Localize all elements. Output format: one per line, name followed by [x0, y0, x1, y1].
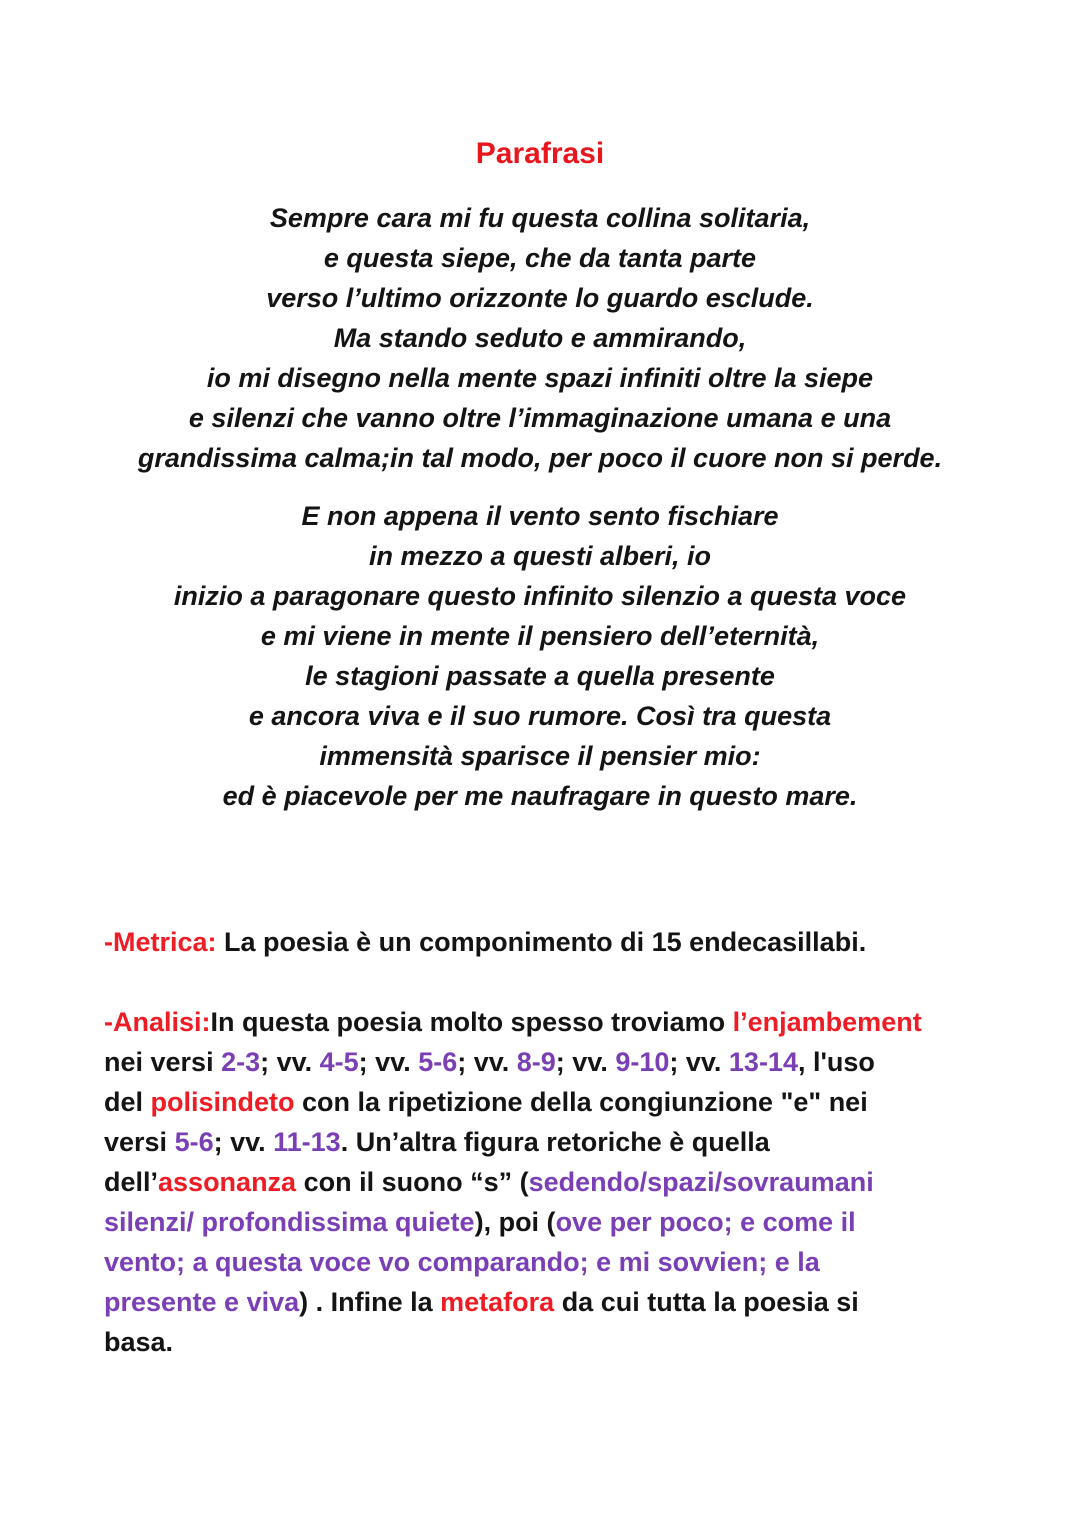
text-run: ; vv. — [260, 1047, 320, 1077]
analisi-line — [104, 1322, 984, 1362]
example-words: ove per poco; e come il — [555, 1207, 856, 1237]
verse-ref: 5-6 — [418, 1047, 458, 1077]
verse-line: e questa siepe, che da tanta parte — [323, 243, 757, 273]
verse-line: Ma stando seduto e ammirando, — [333, 323, 747, 353]
example-words: vento; a questa voce vo comparando; e mi sovvien; e la — [104, 1247, 820, 1277]
analisi-label: -Analisi: — [104, 1007, 211, 1037]
text-run: ; vv. — [669, 1047, 729, 1077]
term-metafora: metafora — [440, 1287, 555, 1317]
text-run: , l'uso — [797, 1047, 875, 1077]
term-enjambement: l’enjambement — [732, 1007, 922, 1037]
verse-line: E non appena il vento sento fischiare — [301, 501, 779, 531]
text-run: ; vv. — [358, 1047, 419, 1077]
paraphrase-stanza-2 — [40, 496, 1040, 816]
analisi-line — [104, 1202, 984, 1242]
text-run: ), poi ( — [474, 1207, 556, 1237]
text-run: nei versi — [104, 1047, 222, 1077]
text-run: In questa poesia molto spesso troviamo — [210, 1007, 733, 1037]
metrica-label: -Metrica: — [104, 927, 217, 957]
analisi-line — [104, 1082, 984, 1122]
example-words: sedendo/spazi/sovraumani — [528, 1167, 874, 1197]
verse-line: e mi viene in mente il pensiero dell’eternità, — [260, 621, 820, 651]
verse-line: io mi disegno nella mente spazi infiniti oltre la siepe — [206, 363, 874, 393]
analisi-line — [104, 1002, 984, 1042]
text-run: con la ripetizione della congiunzione "e" nei — [294, 1087, 868, 1117]
verse-ref: 5-6 — [174, 1127, 214, 1157]
verse-line: in mezzo a questi alberi, io — [368, 541, 712, 571]
verse-line: verso l’ultimo orizzonte lo guardo esclude. — [266, 283, 814, 313]
verse-ref: 8-9 — [516, 1047, 556, 1077]
analisi-line — [104, 1042, 984, 1082]
text-run: ; vv. — [457, 1047, 517, 1077]
verse-line: inizio a paragonare questo infinito silenzio a questa voce — [173, 581, 907, 611]
metrica-text: La poesia è un componimento di 15 endecasillabi. — [216, 927, 867, 957]
page-title: Parafrasi — [475, 137, 605, 170]
verse-ref: 11-13 — [273, 1127, 341, 1157]
analisi-line — [104, 1162, 984, 1202]
analisi-paragraph — [104, 1002, 984, 1362]
metrica-paragraph — [104, 922, 984, 962]
verse-line: ed è piacevole per me naufragare in questo mare. — [222, 781, 858, 811]
text-run: ; vv. — [213, 1127, 274, 1157]
verse-line: e ancora viva e il suo rumore. Così tra questa — [248, 701, 832, 731]
text-run: . Un’altra figura retoriche è quella — [340, 1127, 770, 1157]
analisi-line — [104, 1122, 984, 1162]
analisi-line — [104, 1242, 984, 1282]
analisi-line — [104, 1282, 984, 1322]
verse-line: e silenzi che vanno oltre l’immaginazione umana e una — [188, 403, 892, 433]
text-run: basa. — [104, 1327, 174, 1357]
text-run: versi — [104, 1127, 175, 1157]
example-words: silenzi/ profondissima quiete — [104, 1207, 475, 1237]
text-run: dell’ — [104, 1167, 159, 1197]
verse-line: le stagioni passate a quella presente — [305, 661, 775, 691]
verse-ref: 9-10 — [615, 1047, 670, 1077]
verse-line: Sempre cara mi fu questa collina solitaria, — [269, 203, 811, 233]
verse-ref: 4-5 — [319, 1047, 359, 1077]
verse-ref: 13-14 — [728, 1047, 798, 1077]
text-run: con il suono “s” ( — [296, 1167, 529, 1197]
paraphrase-stanza-1 — [40, 198, 1040, 478]
verse-line: grandissima calma;in tal modo, per poco il cuore non si perde. — [137, 443, 943, 473]
text-run: del — [104, 1087, 151, 1117]
text-run: ) . Infine la — [299, 1287, 441, 1317]
term-polisindeto: polisindeto — [150, 1087, 295, 1117]
example-words: presente e viva — [104, 1287, 300, 1317]
text-run: da cui tutta la poesia si — [554, 1287, 859, 1317]
verse-line: immensità sparisce il pensier mio: — [319, 741, 761, 771]
verse-ref: 2-3 — [221, 1047, 261, 1077]
term-assonanza: assonanza — [158, 1167, 297, 1197]
text-run: ; vv. — [555, 1047, 616, 1077]
